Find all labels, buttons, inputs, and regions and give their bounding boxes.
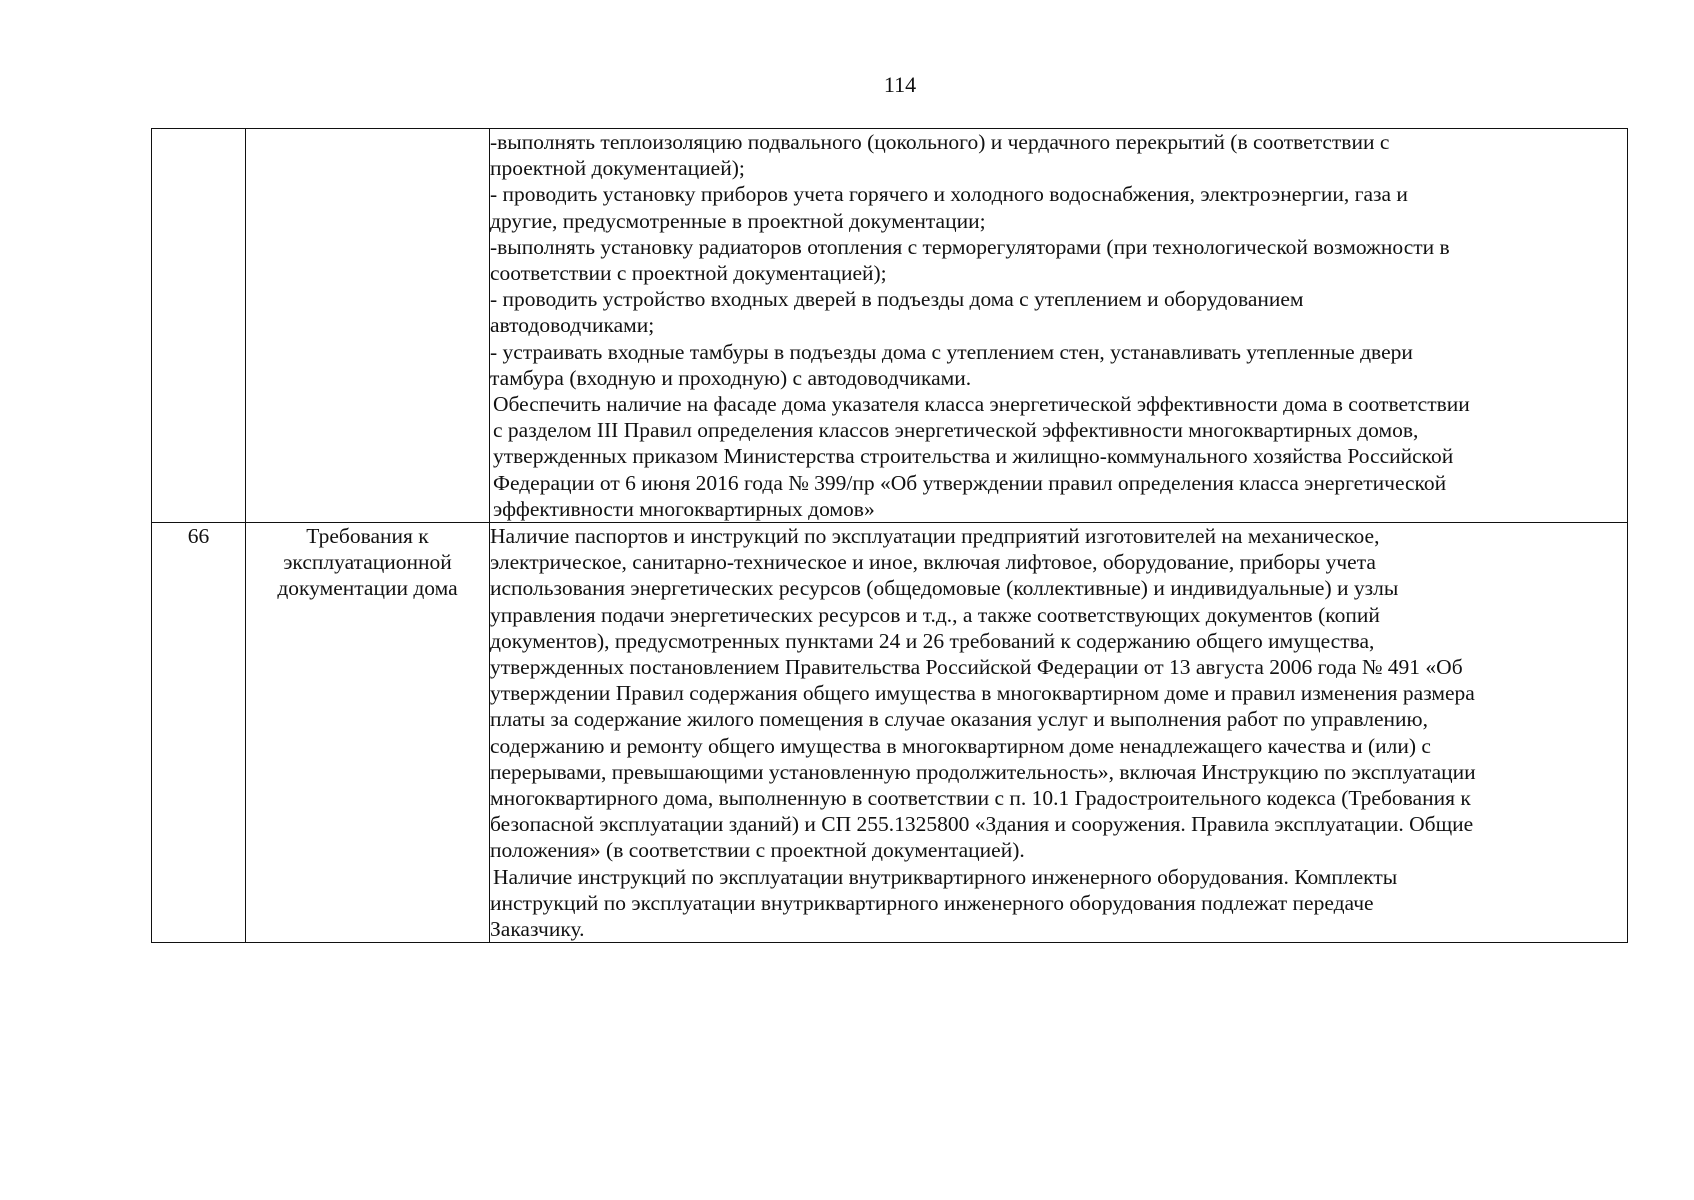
text-line: Наличие инструкций по эксплуатации внутриквартирного инженерного оборудования. Комплекты <box>493 864 1398 889</box>
text-line: многоквартирного дома, выполненную в соответствии с п. 10.1 Градостроительного кодекса (Требования к <box>490 786 1471 811</box>
text-line: использования энергетических ресурсов (общедомовые (коллективные) и индивидуальные) и узлы <box>490 576 1399 601</box>
requirement-title-cell <box>246 523 490 943</box>
requirements-table <box>151 128 1628 943</box>
text-line: - проводить установку приборов учета горячего и холодного водоснабжения, электроэнергии, газа и <box>490 182 1408 207</box>
page-number: 114 <box>883 72 917 97</box>
text-line: утверждении Правил содержания общего имущества в многоквартирном доме и правил изменения размера <box>490 681 1475 706</box>
requirement-title-cell <box>246 129 490 523</box>
text-line: -выполнять теплоизоляцию подвального (цокольного) и чердачного перекрытий (в соответствии с <box>490 130 1390 154</box>
row-number-cell: 66 <box>152 523 246 943</box>
text-line: эффективности многоквартирных домов» <box>493 496 875 521</box>
text-line: положения» (в соответствии с проектной документацией). <box>490 838 1025 863</box>
title-line: Требования к <box>306 524 429 549</box>
text-line: автодоводчиками; <box>490 313 655 338</box>
text-line: - устраивать входные тамбуры в подъезды дома с утеплением стен, устанавливать утепленные двери <box>490 339 1413 364</box>
text-line: Обеспечить наличие на фасаде дома указателя класса энергетической эффективности дома в соответствии <box>493 392 1470 417</box>
requirement-text-cell <box>490 129 1628 523</box>
text-line: - проводить устройство входных дверей в подъезды дома с утеплением и оборудованием <box>490 287 1304 312</box>
text-line: перерывами, превышающими установленную продолжительность», включая Инструкцию по эксплуатации <box>490 759 1476 784</box>
text-line: управления подачи энергетических ресурсов и т.д., а также соответствующих документов (копий <box>490 602 1380 627</box>
table-row <box>152 129 1628 523</box>
text-line: платы за содержание жилого помещения в случае оказания услуг и выполнения работ по управлению, <box>490 707 1428 732</box>
text-line: с разделом III Правил определения классов энергетической эффективности многоквартирных домов, <box>493 418 1419 443</box>
text-line: инструкций по эксплуатации внутриквартирного инженерного оборудования подлежат передаче <box>490 890 1374 915</box>
requirement-text-cell <box>490 523 1628 943</box>
text-line: другие, предусмотренные в проектной документации; <box>490 208 986 233</box>
text-line: Наличие паспортов и инструкций по эксплуатации предприятий изготовителей на механическое, <box>490 524 1380 549</box>
text-line: безопасной эксплуатации зданий) и СП 255.1325800 «Здания и сооружения. Правила эксплуатации. Общие <box>490 812 1474 837</box>
text-line: Заказчику. <box>490 917 585 942</box>
text-line: документов), предусмотренных пунктами 24 и 26 требований к содержанию общего имущества, <box>490 628 1375 653</box>
title-line: эксплуатационной <box>283 550 452 575</box>
table-row <box>152 523 1628 943</box>
text-line: проектной документацией); <box>490 156 745 181</box>
text-line: содержанию и ремонту общего имущества в многоквартирном доме ненадлежащего качества и (или) с <box>490 733 1431 758</box>
text-line: утвержденных постановлением Правительства Российской Федерации от 13 августа 2006 года № 491 «Об <box>490 655 1463 680</box>
text-line: соответствии с проектной документацией); <box>490 261 887 286</box>
row-number-cell <box>152 129 246 523</box>
text-line: утвержденных приказом Министерства строительства и жилищно-коммунального хозяйства Российской <box>493 444 1454 469</box>
text-line: -выполнять установку радиаторов отопления с терморегуляторами (при технологической возможности в <box>490 234 1450 259</box>
text-line: тамбура (входную и проходную) с автодоводчиками. <box>490 365 972 390</box>
text-line: Федерации от 6 июня 2016 года № 399/пр «Об утверждении правил определения класса энергетической <box>493 470 1447 495</box>
title-line: документации дома <box>277 576 458 601</box>
text-line: электрическое, санитарно-техническое и иное, включая лифтовое, оборудование, приборы учета <box>490 550 1376 575</box>
